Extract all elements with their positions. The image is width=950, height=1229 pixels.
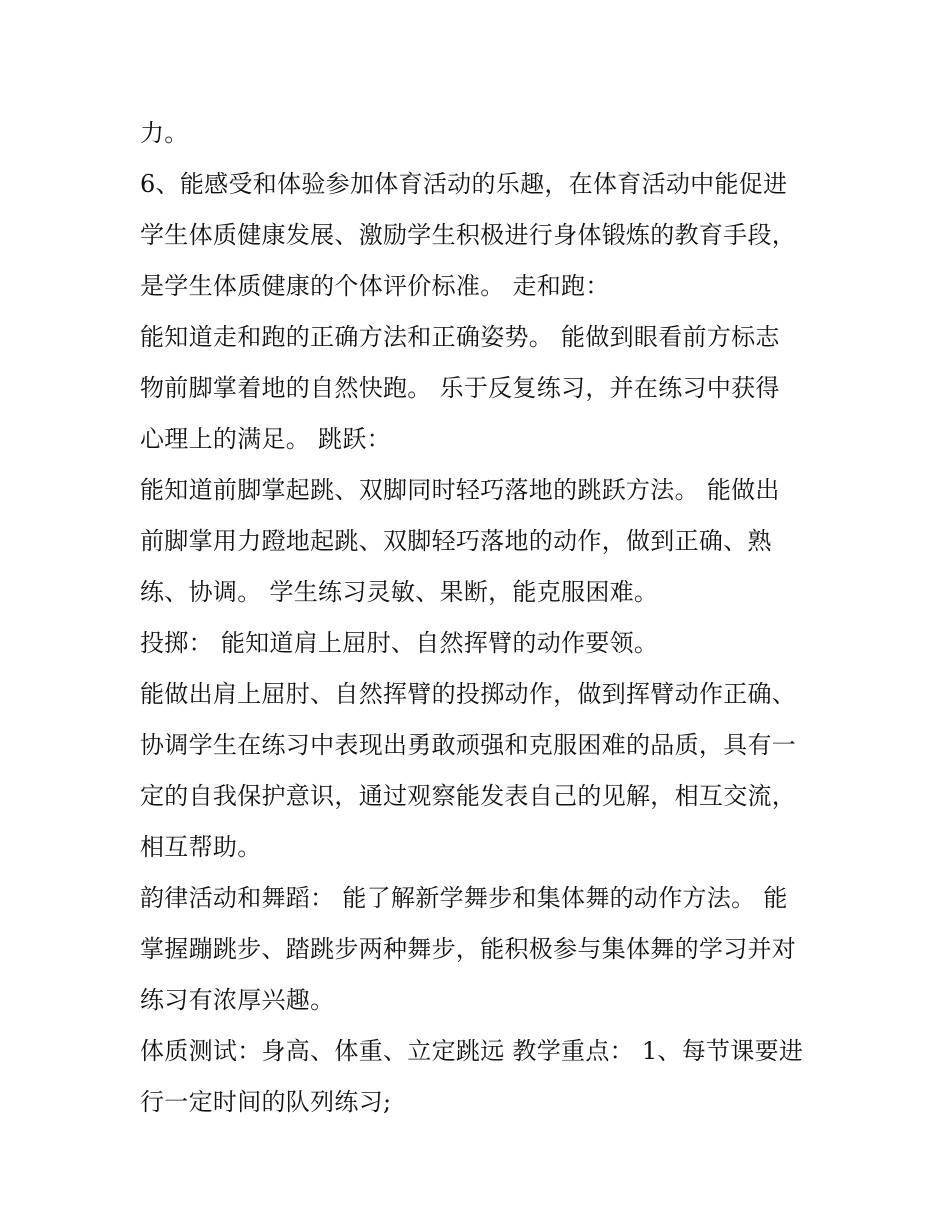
text-line: 心理上的满足。 跳跃： [140,425,391,453]
text-line: 力。 [140,119,189,147]
text-line: 行一定时间的队列练习; [140,1088,392,1116]
text-line: 前脚掌用力蹬地起跳、双脚轻巧落地的动作，做到正确、熟 [140,527,772,555]
text-line: 练习有浓厚兴趣。 [140,986,335,1014]
text-line: 练、协调。 学生练习灵敏、果断，能克服困难。 [140,578,659,606]
text-line: 协调学生在练习中表现出勇敢顽强和克服困难的品质，具有一 [140,731,797,759]
document-body-text [140,108,830,1128]
text-line: 能知道前脚掌起跳、双脚同时轻巧落地的跳跃方法。 能做出 [140,476,780,504]
text-line: 韵律活动和舞蹈： 能了解新学舞步和集体舞的动作方法。 能 [140,884,788,912]
text-line: 体质测试：身高、体重、立定跳远 教学重点： 1、每节课要进 [140,1037,804,1065]
text-line: 学生体质健康发展、激励学生积极进行身体锻炼的教育手段， [140,221,797,249]
text-line: 是学生体质健康的个体评价标准。 走和跑： [140,272,610,300]
text-line: 能知道走和跑的正确方法和正确姿势。 能做到眼看前方标志 [140,323,780,351]
text-line: 掌握蹦跳步、踏跳步两种舞步，能积极参与集体舞的学习并对 [140,935,797,963]
text-line: 6、能感受和体验参加体育活动的乐趣，在体育活动中能促进 [140,170,788,198]
text-line: 能做出肩上屈肘、自然挥臂的投掷动作，做到挥臂动作正确、 [140,680,797,708]
text-line: 定的自我保护意识，通过观察能发表自己的见解，相互交流， [140,782,797,810]
text-line: 投掷： 能知道肩上屈肘、自然挥臂的动作要领。 [140,629,659,657]
text-line: 物前脚掌着地的自然快跑。 乐于反复练习，并在练习中获得 [140,374,780,402]
text-line: 相互帮助。 [140,833,262,861]
